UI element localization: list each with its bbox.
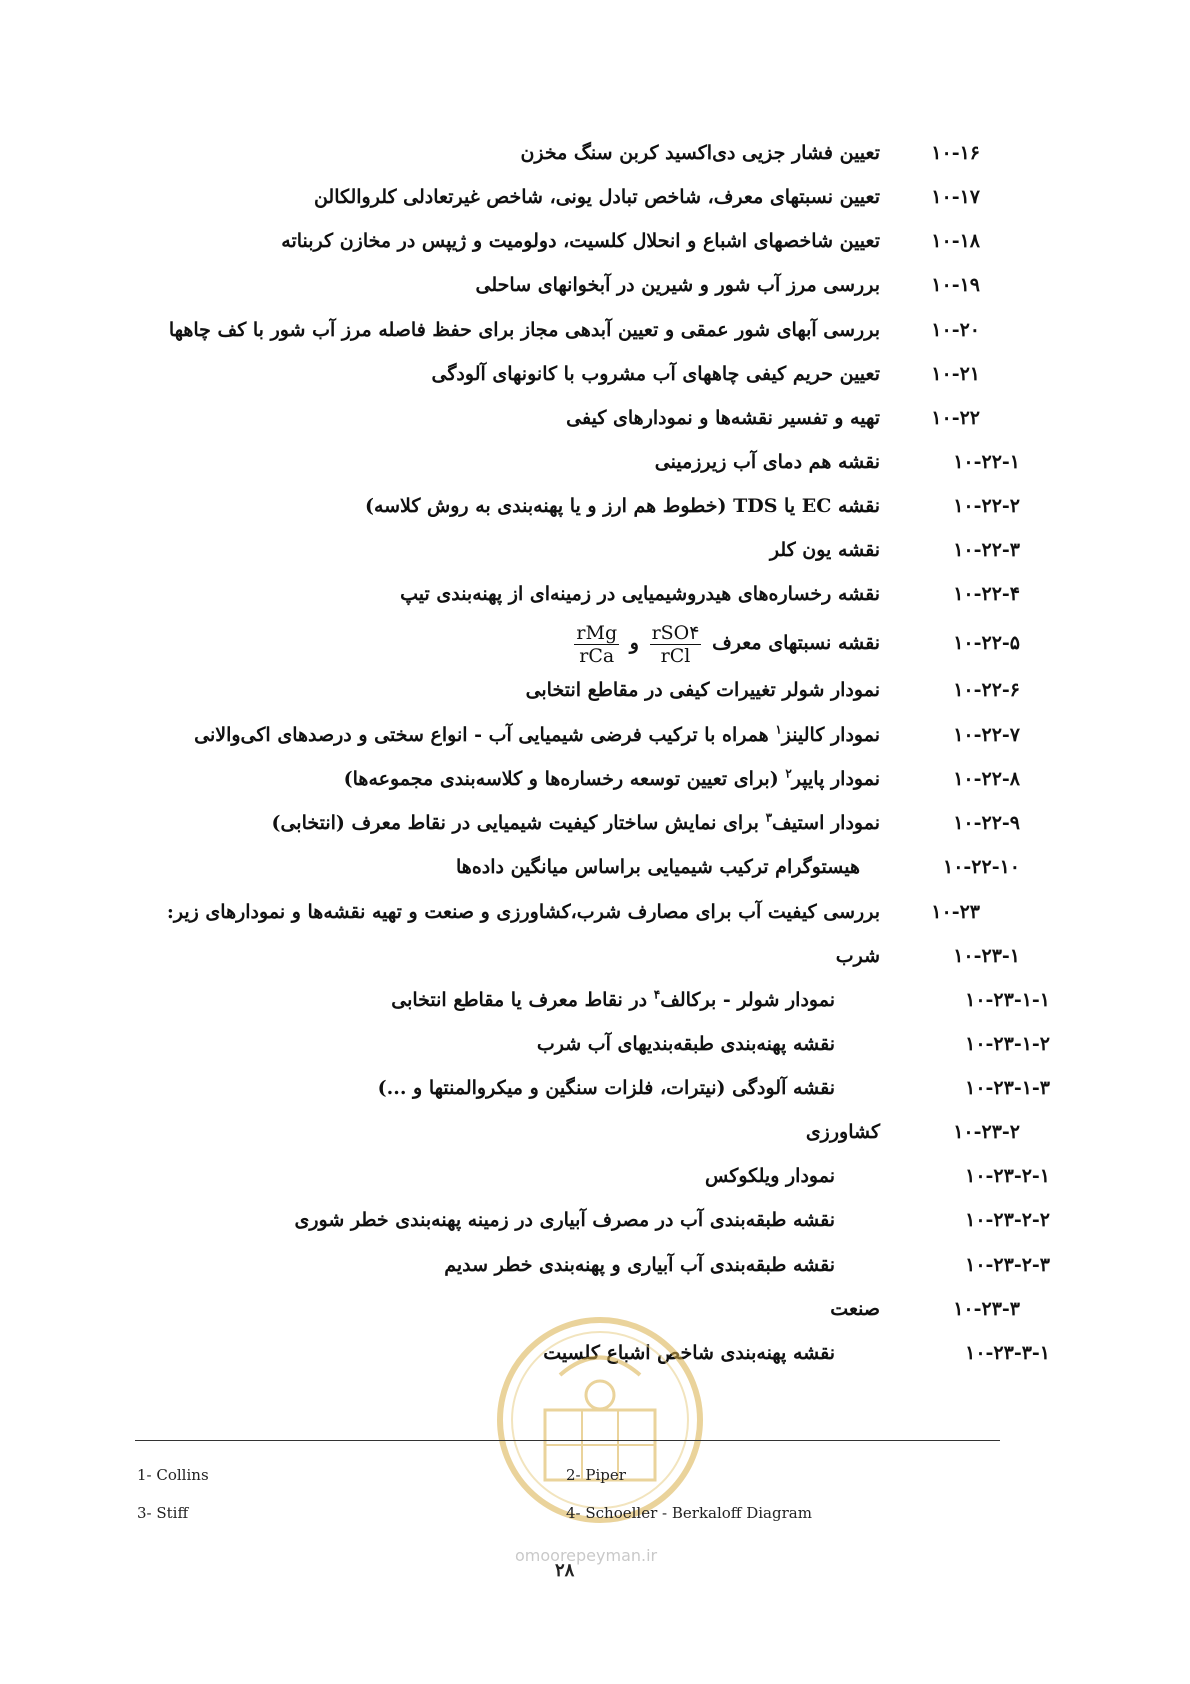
item-number: ۱۰-۲۳-۲-۱ xyxy=(965,1165,1050,1187)
fraction-numerator: rSO۴ xyxy=(651,621,700,644)
item-number: ۱۰-۱۹ xyxy=(931,274,980,296)
item-number: ۱۰-۲۳-۲-۲ xyxy=(965,1209,1050,1231)
item-label-rest: (برای تعیین توسعه رخساره‌ها و کلاسه‌بندی مجموعه‌ها) xyxy=(343,768,779,790)
item-number: ۱۰-۲۳-۱-۳ xyxy=(965,1077,1050,1099)
list-item xyxy=(0,221,1190,261)
item-number: ۱۰-۲۲-۷ xyxy=(953,724,1020,746)
list-item xyxy=(0,265,1190,305)
item-number: ۱۰-۲۳-۳-۱ xyxy=(965,1342,1050,1364)
item-number: ۱۰-۲۲-۱۰ xyxy=(942,856,1020,878)
item-label: نمودار پایپر xyxy=(791,768,880,790)
item-number: ۱۰-۲۳-۳ xyxy=(953,1298,1020,1320)
item-text xyxy=(391,980,835,1020)
item-label-rest: در نقاط معرف یا مقاطع انتخابی xyxy=(391,989,648,1011)
list-item xyxy=(0,486,1190,526)
list-item xyxy=(0,1024,1190,1064)
item-number: ۱۰-۲۳ xyxy=(931,901,980,923)
item-number: ۱۰-۲۲-۳ xyxy=(953,539,1020,561)
footnote-divider xyxy=(135,1440,1000,1441)
item-number: ۱۰-۱۸ xyxy=(931,230,980,252)
item-number: ۱۰-۲۲-۹ xyxy=(953,812,1020,834)
fraction-numerator: rMg xyxy=(576,621,618,644)
item-number: ۱۰-۲۲-۲ xyxy=(953,495,1020,517)
list-item xyxy=(0,759,1190,799)
item-text: بررسی آبهای شور عمقی و تعیین آبدهی مجاز برای حفظ فاصله مرز آب شور با کف چاهها xyxy=(168,319,880,341)
item-text: نقشه آلودگی (نیترات، فلزات سنگین و میکروالمنتها و ...) xyxy=(377,1077,835,1099)
list-item xyxy=(0,803,1190,843)
item-text xyxy=(194,715,880,755)
list-item xyxy=(0,442,1190,482)
item-number: ۱۰-۲۳-۲ xyxy=(953,1121,1020,1143)
page-number: ۲۸ xyxy=(555,1560,575,1581)
footnote-marker: ۲ xyxy=(785,766,792,781)
list-item xyxy=(0,1068,1190,1108)
item-text xyxy=(570,618,880,668)
item-text: نقشه پهنه‌بندی شاخص اشباع کلسیت xyxy=(543,1342,835,1364)
item-text: نقشه طبقه‌بندی آب در مصرف آبیاری در زمینه پهنه‌بندی خطر شوری xyxy=(294,1209,835,1231)
list-item xyxy=(0,670,1190,710)
item-text: هیستوگرام ترکیب شیمیایی براساس میانگین داده‌ها xyxy=(456,856,860,878)
item-text: صنعت xyxy=(830,1298,880,1320)
item-text xyxy=(271,803,880,843)
item-number: ۱۰-۱۷ xyxy=(931,186,980,208)
item-number: ۱۰-۲۲-۵ xyxy=(953,632,1020,654)
item-text: بررسی مرز آب شور و شیرین در آبخوانهای ساحلی xyxy=(475,274,880,296)
item-label-rest: همراه با ترکیب فرضی شیمیایی آب - انواع سختی و درصدهای اکی‌والانی xyxy=(194,724,769,746)
item-number: ۱۰-۲۲ xyxy=(931,407,980,429)
item-text: نمودار ویلکوکس xyxy=(705,1165,835,1187)
item-text: نقشه پهنه‌بندی طبقه‌بندیهای آب شرب xyxy=(536,1033,835,1055)
footnote-3: 3- Stiff xyxy=(137,1504,189,1522)
item-text: کشاورزی xyxy=(805,1121,880,1143)
list-item xyxy=(0,1200,1190,1240)
item-number: ۱۰-۲۳-۲-۳ xyxy=(965,1254,1050,1276)
item-text: تعیین حریم کیفی چاههای آب مشروب با کانونهای آلودگی xyxy=(431,363,880,385)
list-item xyxy=(0,1245,1190,1285)
item-number: ۱۰-۲۲-۸ xyxy=(953,768,1020,790)
item-number: ۱۰-۲۳-۱-۲ xyxy=(965,1033,1050,1055)
footnote-marker: ۴ xyxy=(653,987,661,1002)
item-number: ۱۰-۲۲-۶ xyxy=(953,679,1020,701)
item-number: ۱۰-۲۳-۱-۱ xyxy=(965,989,1050,1011)
item-text: نقشه EC یا TDS (خطوط هم ارز و یا پهنه‌بندی به روش کلاسه) xyxy=(364,495,880,517)
fraction-conjunction: و xyxy=(629,632,639,654)
footnote-2: 2- Piper xyxy=(566,1466,626,1484)
fraction-denominator: rCl xyxy=(660,644,691,667)
fraction-rmg-rca xyxy=(574,622,619,667)
item-label: نقشه نسبتهای معرف xyxy=(712,632,880,654)
item-text xyxy=(344,759,880,799)
item-text: نقشه طبقه‌بندی آب آبیاری و پهنه‌بندی خطر سدیم xyxy=(444,1254,835,1276)
item-text: نقشه رخساره‌های هیدروشیمیایی در زمینه‌ای از پهنه‌بندی تیپ xyxy=(400,583,880,605)
item-text: نقشه هم دمای آب زیرزمینی xyxy=(654,451,880,473)
list-item xyxy=(0,1112,1190,1152)
list-item xyxy=(0,715,1190,755)
item-number: ۱۰-۲۲-۴ xyxy=(953,583,1020,605)
item-label-rest: برای نمایش ساختار کیفیت شیمیایی در نقاط معرف (انتخابی) xyxy=(271,812,759,834)
item-number: ۱۰-۱۶ xyxy=(931,142,980,164)
item-text: تهیه و تفسیر نقشه‌ها و نمودارهای کیفی xyxy=(566,407,880,429)
watermark-url: omoorepeyman.ir xyxy=(515,1546,658,1565)
item-text: تعیین فشار جزیی دی‌اکسید کربن سنگ مخزن xyxy=(520,142,880,164)
list-item xyxy=(0,1156,1190,1196)
item-text: شرب xyxy=(835,945,880,967)
list-item xyxy=(0,177,1190,217)
item-number: ۱۰-۲۲-۱ xyxy=(953,451,1020,473)
list-item xyxy=(0,133,1190,173)
item-text: تعیین شاخصهای اشباع و انحلال کلسیت، دولومیت و ژیپس در مخازن کربناته xyxy=(281,230,880,252)
fraction-denominator: rCa xyxy=(579,644,615,667)
footnote-4: 4- Schoeller - Berkaloff Diagram xyxy=(566,1504,812,1522)
list-item xyxy=(0,310,1190,350)
list-item xyxy=(0,892,1190,932)
item-text: تعیین نسبتهای معرف، شاخص تبادل یونی، شاخص غیرتعادلی کلروالکالن xyxy=(313,186,880,208)
item-label: نمودار شولر - برکالف xyxy=(660,989,835,1011)
list-item xyxy=(0,980,1190,1020)
list-item xyxy=(0,847,1190,887)
footnote-marker: ۱ xyxy=(775,722,782,737)
item-number: ۱۰-۲۰ xyxy=(931,319,980,341)
item-text: نمودار شولر تغییرات کیفی در مقاطع انتخابی xyxy=(525,679,880,701)
list-item xyxy=(0,530,1190,570)
list-item xyxy=(0,354,1190,394)
item-text: نقشه یون کلر xyxy=(769,539,880,561)
item-number: ۱۰-۲۳-۱ xyxy=(953,945,1020,967)
item-number: ۱۰-۲۱ xyxy=(931,363,980,385)
footnote-marker: ۳ xyxy=(765,810,773,825)
fraction-rso4-rcl xyxy=(650,622,702,667)
list-item xyxy=(0,936,1190,976)
list-item xyxy=(0,618,1190,668)
list-item xyxy=(0,574,1190,614)
footnote-1: 1- Collins xyxy=(137,1466,209,1484)
item-label: نمودار استیف xyxy=(772,812,880,834)
item-label: نمودار کالینز xyxy=(781,724,880,746)
list-item xyxy=(0,398,1190,438)
item-text: بررسی کیفیت آب برای مصارف شرب،کشاورزی و صنعت و تهیه نقشه‌ها و نمودارهای زیر: xyxy=(166,901,880,923)
